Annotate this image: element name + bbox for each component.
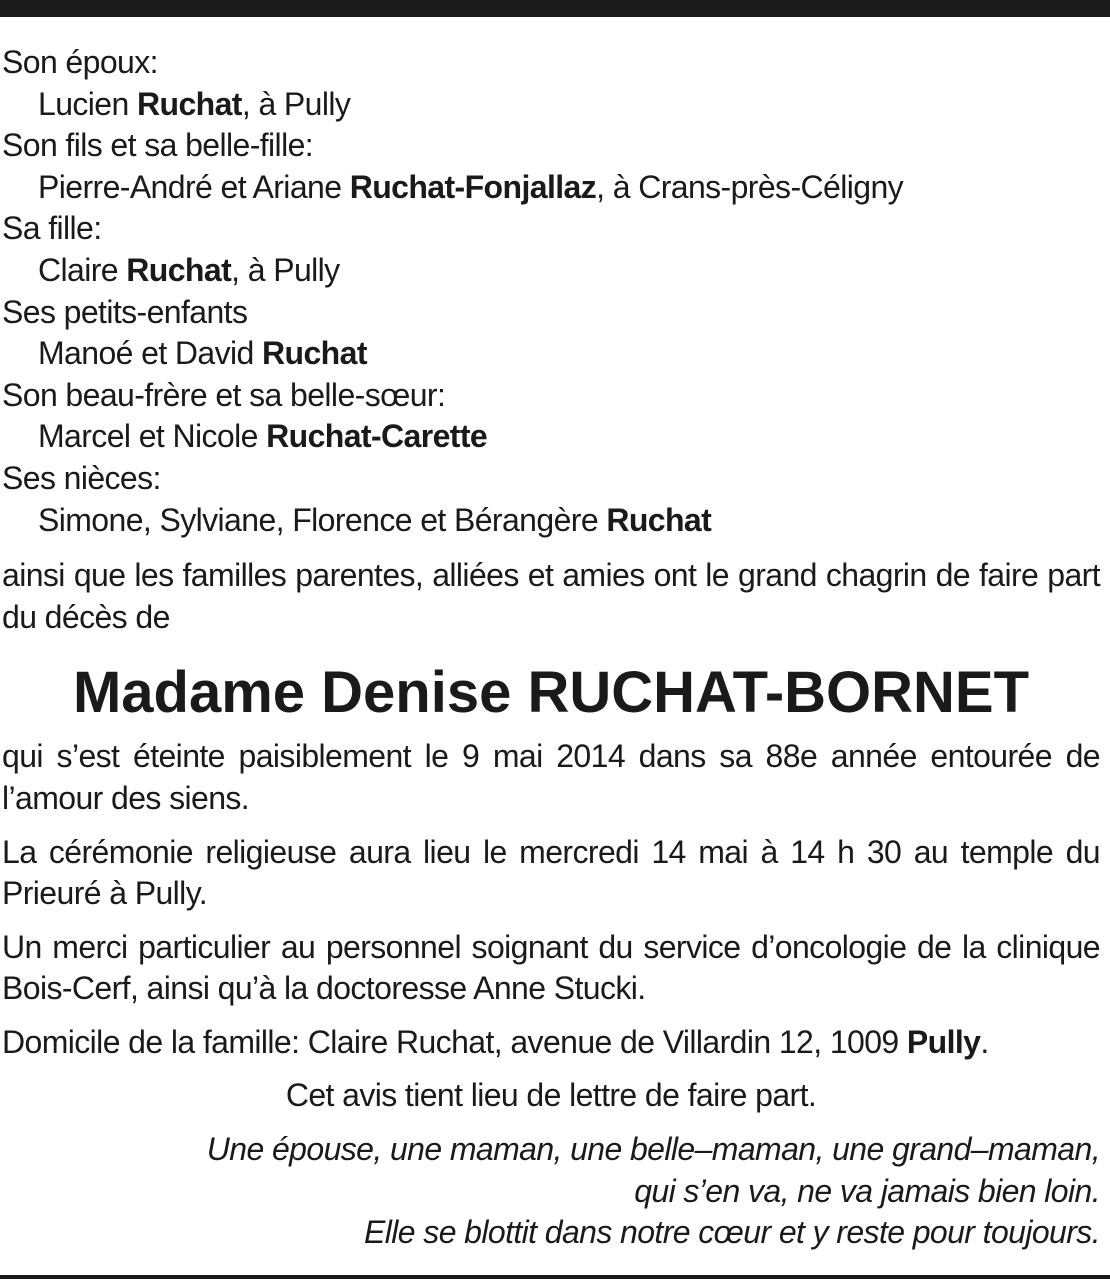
given-names: Claire <box>38 251 127 288</box>
poem-line: Une épouse, une maman, une belle–maman, une grand–maman, <box>206 1131 1100 1168</box>
given-names: Manoé et David <box>38 335 263 372</box>
surname: Ruchat-Fonjallaz <box>349 168 597 205</box>
family-entry <box>2 125 1100 208</box>
surname: Ruchat <box>137 85 242 122</box>
relative-names <box>2 500 1100 542</box>
deceased-name: Madame Denise RUCHAT-BORNET <box>72 660 1030 726</box>
given-names: Lucien <box>38 85 137 122</box>
given-names: Pierre-André et Ariane <box>38 168 350 205</box>
place: , à Pully <box>241 85 351 122</box>
surname: Ruchat <box>126 251 232 288</box>
place: , à Pully <box>231 251 340 288</box>
obituary-notice <box>2 42 1100 1254</box>
domicile-paragraph <box>2 1022 1100 1064</box>
poem-line: Elle se blottit dans notre cœur et y reste pour toujours. <box>364 1214 1100 1251</box>
family-list <box>2 42 1100 541</box>
relation-label: Son époux: <box>2 44 158 80</box>
intro-paragraph: ainsi que les familles parentes, alliées et amies ont le grand chagrin de faire part du décès de <box>2 557 1100 635</box>
poem-line: qui s’en va, ne va jamais bien loin. <box>634 1172 1100 1209</box>
relation-label: Ses petits-enfants <box>2 293 248 330</box>
family-entry <box>2 375 1100 458</box>
thanks-paragraph: Un merci particulier au personnel soignant du service d’oncologie de la clinique Bois-Cerf, ainsi qu’à la doctoresse Anne Stucki. <box>2 928 1100 1007</box>
domicile-end: . <box>980 1023 989 1060</box>
relative-names <box>2 333 1100 375</box>
death-paragraph: qui s’est éteinte paisiblement le 9 mai 2014 dans sa 88e année entourée de l’amour des siens. <box>2 738 1100 816</box>
relation-label: Sa fille: <box>2 210 102 247</box>
relative-names <box>2 250 1100 292</box>
given-names: Marcel et Nicole <box>38 418 267 455</box>
family-entry <box>2 42 1100 125</box>
bottom-rule <box>0 1275 1110 1279</box>
place: , à Crans-près-Céligny <box>596 168 904 205</box>
relative-names <box>2 84 1100 126</box>
ceremony-paragraph: La cérémonie religieuse aura lieu le mercredi 14 mai à 14 h 30 au temple du Prieuré à Pully. <box>2 833 1100 912</box>
domicile-text: Domicile de la famille: Claire Ruchat, avenue de Villardin 12, 1009 <box>2 1023 907 1060</box>
family-entry <box>2 458 1100 541</box>
poem <box>2 1129 1100 1254</box>
given-names: Simone, Sylviane, Florence et Bérangère <box>38 501 607 538</box>
notice-line: Cet avis tient lieu de lettre de faire part. <box>285 1077 817 1114</box>
family-entry <box>2 292 1100 375</box>
surname: Ruchat <box>606 501 712 538</box>
family-entry <box>2 208 1100 291</box>
relative-names <box>2 167 1100 209</box>
relation-label: Son beau-frère et sa belle-sœur: <box>2 376 446 413</box>
relation-label: Ses nièces: <box>2 459 161 496</box>
relation-label: Son fils et sa belle-fille: <box>2 127 314 164</box>
top-rule <box>0 0 1110 17</box>
relative-names <box>2 416 1100 458</box>
surname: Ruchat <box>262 335 367 372</box>
domicile-town: Pully <box>906 1023 981 1060</box>
surname: Ruchat-Carette <box>266 418 488 455</box>
